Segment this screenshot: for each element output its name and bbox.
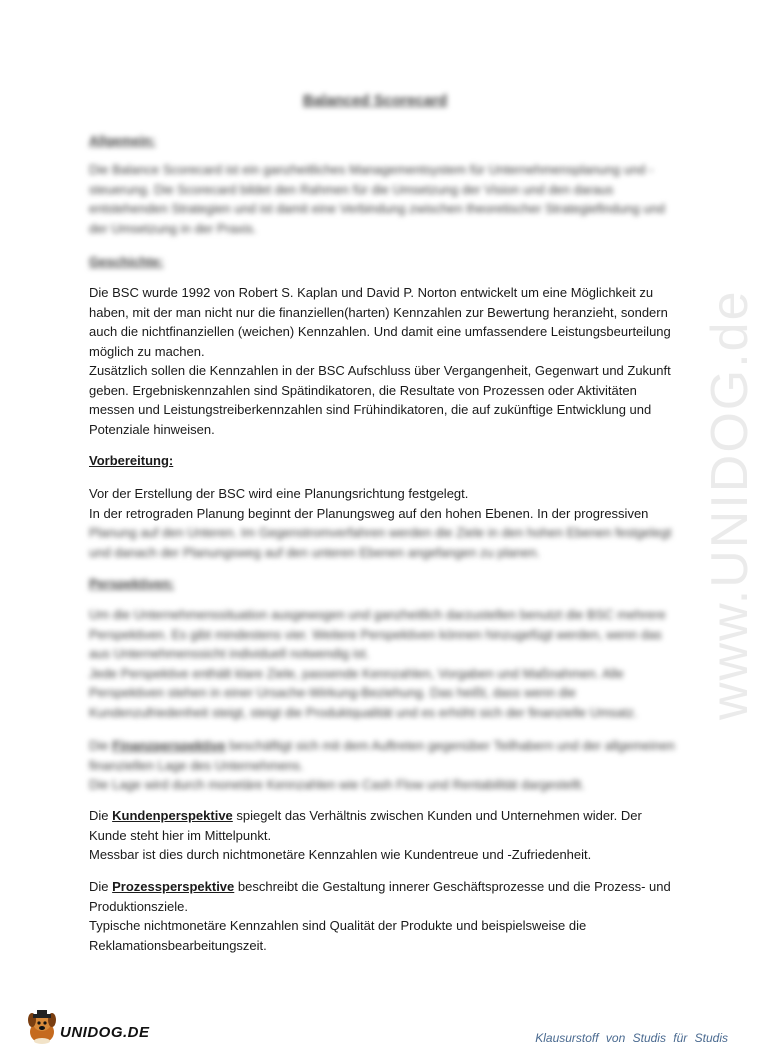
text-fragment: Die: [89, 738, 109, 753]
heading-perspektiven: Perspektiven:: [89, 576, 175, 591]
text-fragment: beschäftigt sich mit dem Auftreten gegenüber Teilhabern und der allgemeinen: [229, 738, 675, 753]
text-line: Um die Unternehmenssituation ausgewogen und ganzheitlich darzustellen benutzt die BSC mehrere: [89, 607, 666, 622]
heading-geschichte: Geschichte:: [89, 254, 164, 269]
text-line: Perspektiven. Es gibt mindestens vier. Weitere Perspektiven können hinzugefügt werden, wenn das: [89, 626, 662, 642]
text-line: Typische nichtmonetäre Kennzahlen sind Qualität der Produkte und beispielsweise die: [89, 918, 587, 933]
text-line: Kunde steht hier im Mittelpunkt.: [89, 827, 272, 843]
text-line: Die Lage wird durch monetäre Kennzahlen wie Cash Flow und Rentabilität dargestellt.: [89, 777, 585, 792]
text-line: In der retrograden Planung beginnt der Planungsweg auf den hohen Ebenen. In der progressiven: [89, 505, 649, 521]
text-line: Die Balance Scorecard ist ein ganzheitliches Managementsystem für Unternehmensplanung und -: [89, 162, 654, 177]
text-line: Messbar ist dies durch nichtmonetäre Kennzahlen wie Kundentreue und -Zufriedenheit.: [89, 847, 592, 862]
paragraph-geschichte: [89, 283, 669, 439]
text-line: Reklamationsbearbeitungszeit.: [89, 937, 267, 953]
paragraph-prozessperspektive: [89, 877, 669, 955]
keyword-kundenperspektive: Kundenperspektive: [112, 808, 233, 823]
text-line: steuerung. Die Scorecard bildet den Rahmen für die Umsetzung der Vision und den daraus: [89, 181, 614, 197]
text-line: [89, 806, 669, 826]
text-line: [89, 736, 675, 756]
text-line: möglich zu machen.: [89, 343, 205, 359]
paragraph-finanzperspektive: [89, 736, 675, 795]
text-line: Perspektiven stehen in einer Ursache-Wirkung-Beziehung. Das heißt, dass wenn die: [89, 685, 577, 700]
text-line: Die BSC wurde 1992 von Robert S. Kaplan und David P. Norton entwickelt um eine Möglichkeit zu: [89, 285, 654, 300]
text-line: [89, 877, 669, 897]
heading-allgemein: Allgemein:: [89, 133, 156, 148]
text-line: entstehenden Strategien und ist damit eine Verbindung zwischen theoretischer Strategiefindung und: [89, 201, 665, 216]
footer-tagline: Klausurstoff von Studis für Studis: [535, 1031, 728, 1045]
text-line: und danach der Planungsweg auf den unteren Ebenen angefangen zu planen.: [89, 544, 541, 560]
text-fragment: Die: [89, 808, 109, 823]
text-line: auch die nichtfinanziellen (weichen) Kennzahlen. Und damit eine umfassendere Leistungsbeurteilung: [89, 324, 671, 339]
keyword-finanzperspektive: Finanzperspektive: [112, 738, 226, 753]
text-line: Vor der Erstellung der BSC wird eine Planungsrichtung festgelegt.: [89, 486, 469, 501]
text-line: Produktionsziele.: [89, 898, 188, 914]
text-line: finanziellen Lage des Unternehmens.: [89, 757, 304, 773]
paragraph-perspektiven: [89, 605, 669, 722]
text-line: geben. Ergebniskennzahlen sind Spätindikatoren, die Resultate von Prozessen oder Aktivitäten: [89, 382, 637, 398]
text-line: Jede Perspektive enthält klare Ziele, passende Kennzahlen, Vorgaben und Maßnahmen. Alle: [89, 665, 624, 681]
keyword-prozessperspektive: Prozessperspektive: [112, 879, 235, 894]
logo-wordmark: UNIDOG.DE: [60, 1024, 150, 1041]
paragraph-kundenperspektive: [89, 806, 669, 865]
text-fragment: beschreibt die Gestaltung innerer Geschäftsprozesse und die Prozess- und: [237, 879, 671, 894]
text-fragment: Die: [89, 879, 109, 894]
heading-vorbereitung: Vorbereitung:: [89, 453, 174, 468]
text-line: haben, mit der man nicht nur die finanziellen(harten) Kennzahlen zur Bewertung heranzieht, sondern: [89, 304, 668, 320]
paragraph-vorbereitung: [89, 484, 669, 523]
text-line: messen und Leistungstreiberkennzahlen sind Frühindikatoren, die auf zukünftige Entwicklung und: [89, 402, 652, 417]
document-title: Balanced Scorecard: [302, 92, 448, 109]
watermark-text: www.UNIDOG.de: [701, 289, 759, 720]
paragraph-vorbereitung-blurred: [89, 523, 672, 562]
text-line: Kundenzufriedenheit steigt, steigt die Produktqualität und es erhöht sich der finanzielle Umsatz.: [89, 704, 638, 720]
text-line: aus Unternehmenssicht individuell notwendig ist.: [89, 646, 370, 661]
text-line: Zusätzlich sollen die Kennzahlen in der BSC Aufschluss über Vergangenheit, Gegenwart und Zukunft: [89, 363, 671, 378]
text-fragment: spiegelt das Verhältnis zwischen Kunden und Unternehmen wider. Der: [236, 808, 642, 823]
text-line: Potenziale hinweisen.: [89, 421, 215, 437]
text-line: der Umsetzung in der Praxis.: [89, 220, 257, 236]
dog-mascot-icon: [22, 1010, 62, 1046]
text-line: Planung auf den Unteren. Im Gegenstromverfahren werden die Ziele in den hohen Ebenen festgelegt: [89, 525, 672, 540]
paragraph-allgemein: [89, 160, 669, 238]
